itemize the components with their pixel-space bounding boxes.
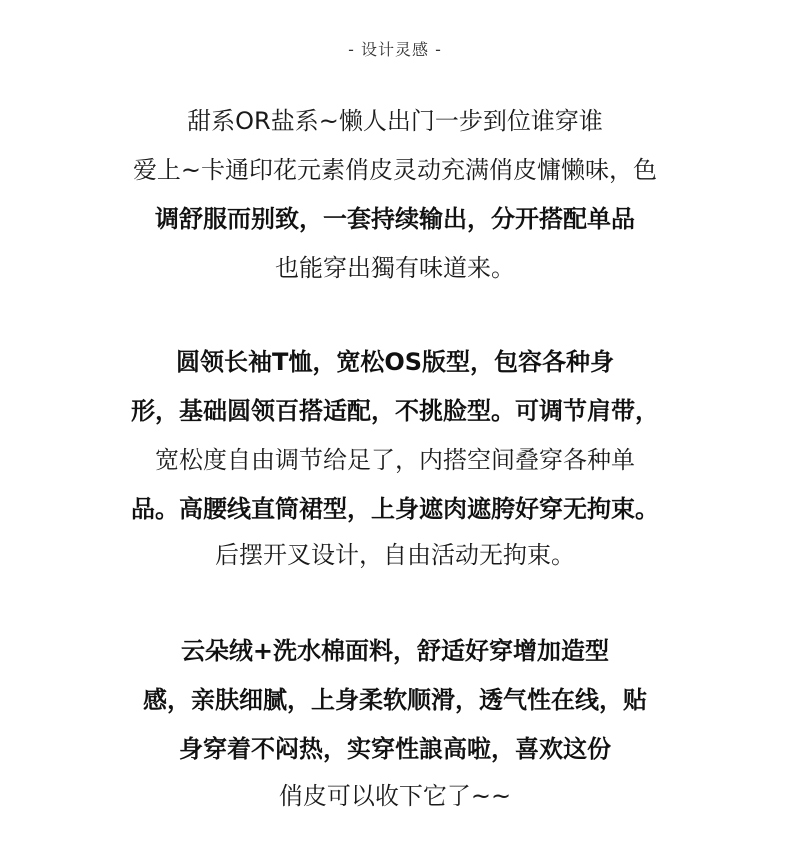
- paragraph-1-line-4: 也能穿出獨有味道来。: [275, 254, 515, 282]
- paragraph-2-line-5: 后摆开叉设计，自由活动无拘束。: [215, 541, 575, 569]
- paragraph-3-line-3: 身穿着不闷热，实穿性誏高啦，喜欢这份: [179, 735, 611, 763]
- paragraph-1-line-3: 调舒服而别致，一套持续输出，分开搭配单品: [155, 205, 635, 233]
- paragraph-2-line-4: 品。高腰线直筒裙型，上身遮肉遮胯好穿无拘束。: [131, 495, 659, 523]
- paragraph-3-line-1: 云朵绒+洗水棉面料，舒适好穿增加造型: [180, 637, 610, 665]
- paragraph-2-line-3: 宽松度自由调节给足了，内搭空间叠穿各种单: [155, 446, 635, 474]
- paragraph-2-line-2: 形，基础圆领百搭适配，不挑脸型。可调节肩带，: [131, 397, 659, 425]
- paragraph-1-line-1: 甜系OR盐系~懒人出门一步到位谁穿谁: [187, 107, 603, 135]
- paragraph-2-line-1: 圆领长袖T恤，宽松OS版型，包容各种身: [175, 348, 615, 376]
- section-heading: - 设计灵感 -: [348, 40, 442, 59]
- paragraph-3-line-4: 俏皮可以收下它了~~: [278, 782, 512, 810]
- paragraph-3-line-2: 感，亲肤细腻，上身柔软顺滑，透气性在线，贴: [143, 686, 647, 714]
- paragraph-1-line-2: 爱上~卡通印花元素俏皮灵动充满俏皮慵懒味，色: [132, 156, 658, 184]
